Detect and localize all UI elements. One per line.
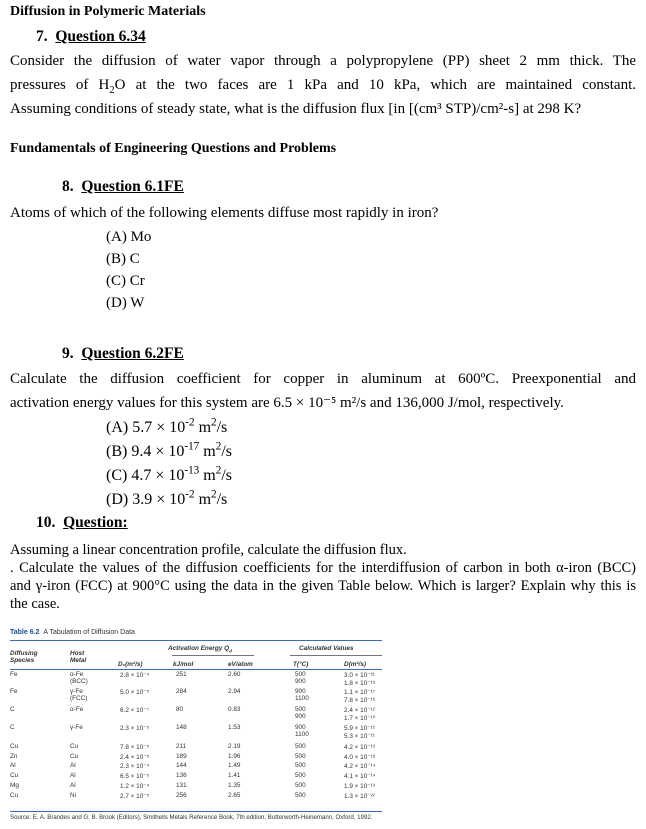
cell-kj: 211	[176, 743, 187, 750]
cell-d0: 7.8 × 10⁻⁵	[120, 744, 150, 751]
cell-d0: 1.2 × 10⁻⁴	[120, 783, 150, 790]
cell-kj: 256	[176, 792, 187, 799]
question-10-body	[10, 541, 636, 613]
q7-line-1: Consider the diffusion of water vapor through a polypropylene (PP) sheet 2 mm thick. The	[10, 53, 636, 69]
q9-options	[106, 416, 232, 512]
cell-d0: 2.4 × 10⁻⁵	[120, 754, 150, 761]
cell-host: Al	[70, 782, 76, 789]
cell-t: 500	[295, 792, 306, 799]
cell-d: 4.1 × 10⁻¹⁴	[344, 773, 376, 780]
question-number: 9.	[62, 345, 74, 362]
cell-host: Al	[70, 772, 76, 779]
question-number: 10.	[36, 514, 56, 531]
cell-species: Mg	[10, 782, 19, 789]
cell-t: 900 1100	[295, 724, 309, 738]
cell-t: 900 1100	[295, 688, 309, 702]
cell-t: 500	[295, 743, 306, 750]
section-title: Diffusion in Polymeric Materials	[10, 4, 206, 19]
cell-d: 4.0 × 10⁻¹⁸	[344, 754, 376, 761]
cell-species: Cu	[10, 743, 19, 750]
question-10-heading	[36, 514, 128, 532]
option-c: (C) $4.7 \times 10^{-13}$ $m^2/s$	[106, 464, 232, 484]
option-c: (C) Cr	[106, 273, 145, 289]
cell-d0: 2.3 × 10⁻⁴	[120, 763, 150, 770]
fe-section-heading: Fundamentals of Engineering Questions and Problems	[10, 141, 337, 156]
q10-line-3: and γ-iron (FCC) at 900°C using the data in the given Table below. Which is larger? Explain why this is	[10, 578, 636, 594]
question-7-heading	[36, 28, 146, 46]
option-d: (D) $3.9 \times 10^{-2}$ $m^2/s$	[106, 488, 228, 508]
cell-species: C	[10, 706, 15, 713]
cell-kj: 148	[176, 724, 187, 731]
cell-d: 4.2 × 10⁻¹⁹	[344, 744, 376, 751]
calculated-group-rule	[290, 655, 382, 656]
cell-kj: 136	[176, 772, 187, 779]
q10-line-2: . Calculate the values of the diffusion coefficients for the interdiffusion of carbon in both α-iron (BCC)	[10, 560, 636, 576]
cell-kj: 131	[176, 782, 187, 789]
cell-t: 500 900	[295, 671, 306, 685]
q10-line-4: the case.	[10, 596, 60, 612]
cell-kj: 144	[176, 762, 187, 769]
cell-species: C	[10, 724, 15, 731]
cell-d: 5.9 × 10⁻¹² 5.3 × 10⁻¹¹	[344, 725, 375, 740]
cell-species: Fe	[10, 688, 18, 695]
question-9-heading	[62, 345, 184, 363]
cell-host: Cu	[70, 753, 79, 760]
option-a: (A) $5.7 \times 10^{-2}$ $m^2/s$	[106, 416, 228, 436]
col-header-host: Host Metal	[70, 650, 87, 664]
col-header-kj: kJ/mol	[173, 661, 194, 668]
option-b: (B) $9.4 \times 10^{-17}$ $m^2/s$	[106, 440, 232, 460]
col-header-ev: eV/atom	[228, 661, 253, 668]
col-header-species: Diffusing Species	[10, 650, 38, 664]
cell-d: 2.4 × 10⁻¹² 1.7 × 10⁻¹⁰	[344, 707, 376, 722]
table-caption: Table 6.2 A Tabulation of Diffusion Data	[10, 629, 135, 636]
cell-ev: 1.41	[228, 772, 241, 779]
table-bottom-rule	[10, 811, 382, 812]
q9-line-2: activation energy values for this system are 6.5 × 10⁻⁵ m²/s and 136,000 J/mol, respectively.	[10, 395, 564, 411]
cell-host: α-Fe (BCC)	[70, 671, 88, 685]
cell-d: 1.3 × 10⁻²²	[344, 793, 375, 800]
q8-options	[106, 226, 151, 314]
cell-d0: 6.5 × 10⁻⁵	[120, 773, 150, 780]
cell-d: 3.0 × 10⁻²¹ 1.8 × 10⁻¹⁵	[344, 672, 376, 687]
cell-ev: 1.49	[228, 762, 241, 769]
cell-ev: 1.96	[228, 753, 241, 760]
q7-line-2: pressures of $H_2O$ at the two faces are 1 kPa and 10 kPa, which are maintained constant.	[10, 77, 636, 96]
cell-d0: 2.7 × 10⁻⁵	[120, 793, 150, 800]
question-number: 7.	[36, 28, 48, 45]
col-header-d: D(m²/s)	[344, 661, 367, 668]
cell-host: Al	[70, 762, 76, 769]
q7-line-3: Assuming conditions of steady state, what is the diffusion flux [in [(cm³ STP)/cm²-s] at 298 K?	[10, 101, 582, 117]
cell-t: 500	[295, 772, 306, 779]
cell-species: Cu	[10, 792, 19, 799]
col-header-t: T(°C)	[293, 661, 309, 668]
cell-kj: 80	[176, 706, 184, 713]
cell-kj: 251	[176, 671, 187, 678]
cell-species: Cu	[10, 772, 19, 779]
cell-species: Al	[10, 762, 16, 769]
cell-ev: 2.19	[228, 743, 241, 750]
cell-species: Fe	[10, 671, 18, 678]
cell-ev: 2.65	[228, 792, 241, 799]
question-8-heading	[62, 178, 184, 196]
cell-kj: 284	[176, 688, 187, 695]
cell-t: 500 900	[295, 706, 306, 720]
question-title: Question 6.34	[55, 28, 146, 45]
q9-line-1: Calculate the diffusion coefficient for copper in aluminum at 600ºC. Preexponential and	[10, 371, 636, 387]
cell-ev: 0.83	[228, 706, 241, 713]
cell-t: 500	[295, 753, 306, 760]
option-b: (B) C	[106, 251, 140, 267]
table-source: Source: E. A. Brandes and G. B. Brook (Editors), Smithells Metals Reference Book, 7th edition, Butterworth-Heinemann, Oxford, 1992.	[10, 814, 373, 821]
question-7-body	[10, 49, 636, 121]
cell-t: 500	[295, 782, 306, 789]
q10-line-1: Assuming a linear concentration profile, calculate the diffusion flux.	[10, 542, 407, 558]
cell-host: γ-Fe (FCC)	[70, 688, 88, 702]
question-title: Question:	[63, 514, 128, 531]
cell-ev: 1.35	[228, 782, 241, 789]
cell-t: 500	[295, 762, 306, 769]
cell-d0: 2.3 × 10⁻⁵	[120, 725, 150, 732]
cell-d: 1.1 × 10⁻¹⁷ 7.8 × 10⁻¹⁶	[344, 689, 376, 704]
cell-host: Ni	[70, 792, 77, 799]
cell-d0: 5.0 × 10⁻⁵	[120, 689, 150, 696]
option-d: (D) W	[106, 295, 145, 311]
option-a: (A) Mo	[106, 229, 152, 245]
table-header-rule	[10, 669, 382, 670]
activation-energy-header: Activation Energy $Q_d$	[168, 645, 232, 654]
cell-host: γ-Fe	[70, 724, 83, 731]
question-title: Question 6.2FE	[81, 345, 184, 362]
cell-kj: 189	[176, 753, 187, 760]
cell-d0: 6.2 × 10⁻⁷	[120, 707, 149, 714]
cell-host: α-Fe	[70, 706, 84, 713]
activation-group-rule	[172, 655, 254, 656]
question-9-body	[10, 367, 636, 415]
question-title: Question 6.1FE	[81, 178, 184, 195]
q8-stem: Atoms of which of the following elements diffuse most rapidly in iron?	[10, 205, 439, 221]
cell-ev: 1.53	[228, 724, 241, 731]
col-header-d0: D₀(m²/s)	[118, 661, 143, 668]
calculated-values-header: Calculated Values	[299, 645, 354, 652]
cell-species: Zn	[10, 753, 18, 760]
question-number: 8.	[62, 178, 74, 195]
cell-host: Cu	[70, 743, 79, 750]
cell-ev: 2.94	[228, 688, 241, 695]
cell-d: 1.9 × 10⁻¹³	[344, 783, 375, 790]
cell-d0: 2.8 × 10⁻⁴	[120, 672, 150, 679]
table-top-rule	[10, 640, 382, 641]
diffusion-data-table	[10, 629, 640, 829]
cell-ev: 2.60	[228, 671, 241, 678]
cell-d: 4.2 × 10⁻¹⁴	[344, 763, 376, 770]
